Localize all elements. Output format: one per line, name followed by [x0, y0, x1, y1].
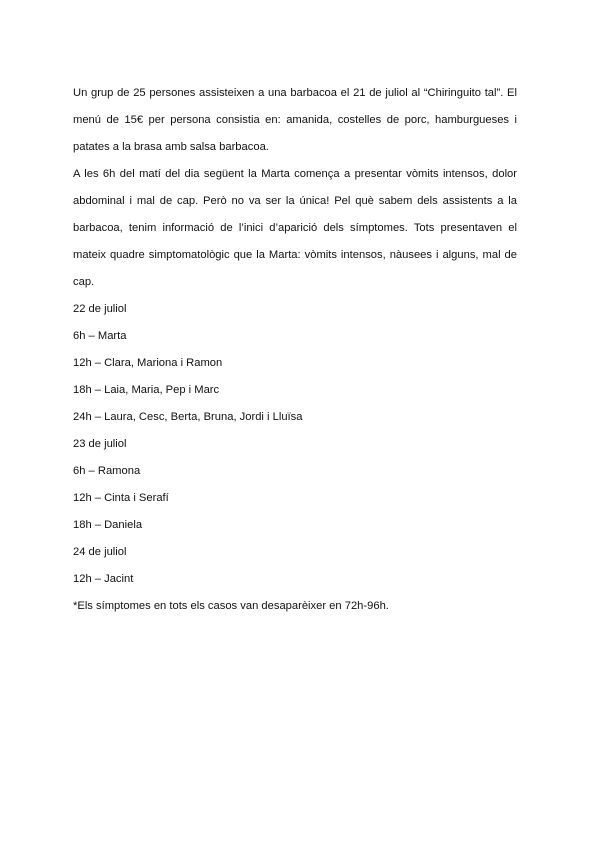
timeline-entry: 24h – Laura, Cesc, Berta, Bruna, Jordi i Lluïsa	[73, 411, 303, 423]
footnote: *Els símptomes en tots els casos van desaparèixer en 72h-96h.	[73, 600, 389, 612]
date-heading: 23 de juliol	[73, 438, 127, 450]
timeline-entry: 6h – Marta	[73, 330, 127, 342]
intro-paragraph: Un grup de 25 persones assisteixen a una barbacoa el 21 de juliol al “Chiringuito tal”. El menú de 15€ per persona consistia en: amanida, costelles de porc, hamburgueses i patates a la brasa amb salsa barbacoa.	[73, 87, 517, 153]
timeline-entry: 18h – Laia, Maria, Pep i Marc	[73, 384, 220, 396]
symptoms-paragraph: A les 6h del matí del dia següent la Marta comença a presentar vòmits intensos, dolor abdominal i mal de cap. Però no va ser la única! Pel què sabem dels assistents a la barbacoa, tenim informació de l’inici d’aparició dels símptomes. Tots presentaven el mateix quadre simptomatològic que la Marta: vòmits intensos, nàusees i alguns, mal de cap.	[73, 168, 517, 288]
document-page	[73, 80, 517, 620]
timeline-entry: 12h – Clara, Mariona i Ramon	[73, 357, 223, 369]
timeline-entry: 6h – Ramona	[73, 465, 141, 477]
timeline-entry: 12h – Cinta i Serafí	[73, 492, 169, 504]
date-heading: 22 de juliol	[73, 303, 127, 315]
timeline-entry: 18h – Daniela	[73, 519, 143, 531]
timeline-entry: 12h – Jacint	[73, 573, 134, 585]
date-heading: 24 de juliol	[73, 546, 127, 558]
